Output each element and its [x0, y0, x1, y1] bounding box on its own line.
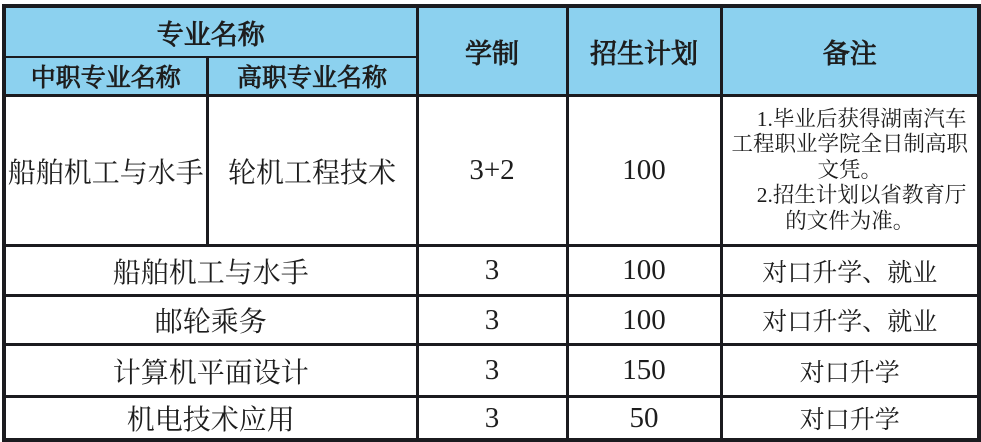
header-duration: 学制: [417, 6, 567, 96]
cell-plan: 50: [567, 397, 721, 441]
remark-line-2: 2.招生计划以省教育厅的文件为准。: [756, 183, 967, 233]
header-remarks: 备注: [721, 6, 979, 96]
cell-remark: 对口升学、就业: [721, 246, 979, 296]
table-row: [4, 397, 979, 441]
cell-major: 机电技术应用: [4, 397, 417, 441]
header-row-top: [4, 6, 979, 57]
header-enrollment-plan: 招生计划: [567, 6, 721, 96]
cell-plan: 100: [567, 296, 721, 345]
cell-remark: 对口升学: [721, 345, 979, 397]
cell-major: 计算机平面设计: [4, 345, 417, 397]
header-secondary-major: 中职专业名称: [4, 57, 207, 96]
cell-duration: 3: [417, 296, 567, 345]
cell-duration: 3+2: [417, 96, 567, 246]
cell-major: 船舶机工与水手: [4, 246, 417, 296]
cell-higher-major: 轮机工程技术: [207, 96, 417, 246]
table-row: [4, 345, 979, 397]
cell-remark: 对口升学、就业: [721, 296, 979, 345]
header-major-name: 专业名称: [4, 6, 417, 57]
header-higher-major: 高职专业名称: [207, 57, 417, 96]
cell-plan: 100: [567, 246, 721, 296]
enrollment-plan-table: [2, 4, 981, 442]
cell-secondary-major: 船舶机工与水手: [4, 96, 207, 246]
remark-line-1: 1.毕业后获得湖南汽车工程职业学院全日制高职文凭。: [731, 107, 968, 182]
cell-duration: 3: [417, 397, 567, 441]
cell-plan: 150: [567, 345, 721, 397]
cell-duration: 3: [417, 246, 567, 296]
table-row: [4, 296, 979, 345]
cell-remark: [721, 96, 979, 246]
cell-duration: 3: [417, 345, 567, 397]
cell-remark: 对口升学: [721, 397, 979, 441]
table-row: [4, 246, 979, 296]
table-row: [4, 96, 979, 246]
cell-major: 邮轮乘务: [4, 296, 417, 345]
cell-plan: 100: [567, 96, 721, 246]
